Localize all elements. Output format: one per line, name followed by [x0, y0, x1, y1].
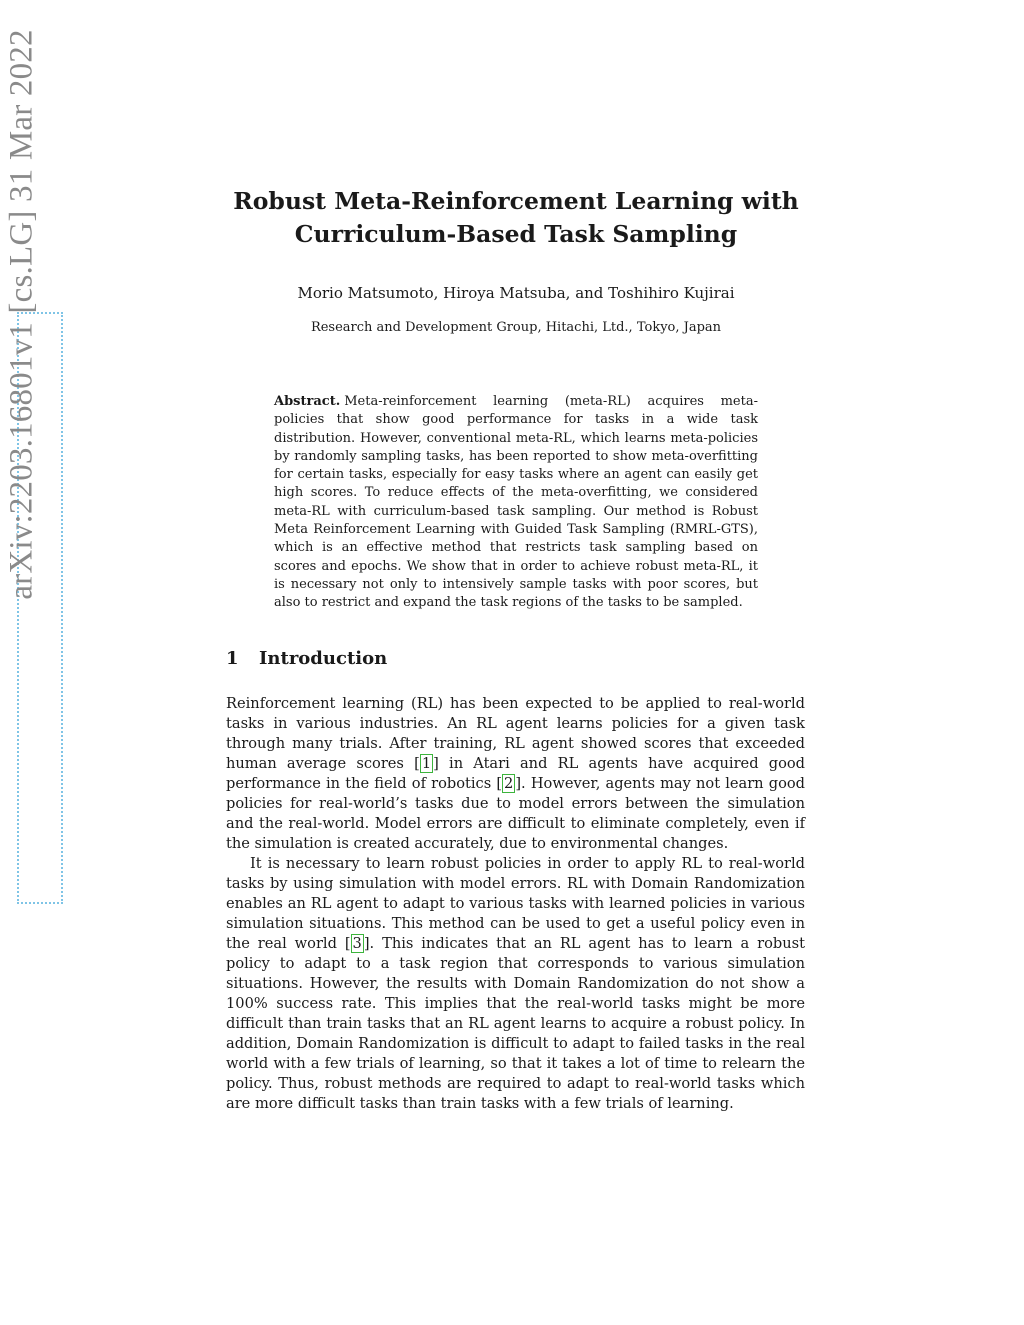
abstract-text: Meta-reinforcement learning (meta-RL) acquires meta-policies that show good performance for tasks in a wide task distribution. However, conventional meta-RL, which learns meta-policies by randomly sampling tasks, has been reported to show meta-overfitting for certain tasks, especially for easy tasks where an agent can easily get high scores. To reduce effects of the meta-overfitting, we considered meta-RL with curriculum-based task sampling. Our method is Robust Meta Reinforcement Learning with Guided Task Sampling (RMRL-GTS), which is an effective method that restricts task sampling based on scores and epochs. We show that in order to achieve robust meta-RL, it is necessary not only to intensively sample tasks with poor scores, but also to restrict and expand the task regions of the tasks to be sampled.	[274, 394, 758, 611]
authors: Morio Matsumoto, Hiroya Matsuba, and Toshihiro Kujirai	[297, 284, 735, 302]
citation-number: 3	[352, 935, 362, 952]
abstract-label: Abstract.	[274, 394, 341, 409]
citation-link-1[interactable]: [ 1 ]	[414, 755, 439, 772]
paragraph-1-text-c: . However, agents may not learn good policies for real-world’s tasks due to model errors between the simulation and the real-world. Model errors are difficult to eliminate completely, even if the simulation is created accurately, due to environmental changes.	[226, 775, 805, 852]
paragraph-2-text-b: . This indicates that an RL agent has to learn a robust policy to adapt to a task region that corresponds to various simulation situations. However, the results with Domain Randomization do not show a 100% success rate. This implies that the real-world tasks might be more difficult than train tasks that an RL agent learns to acquire a robust policy. In addition, Domain Randomization is difficult to adapt to failed tasks in the real world with a few trials of learning, so that it takes a lot of time to relearn the policy. Thus, robust methods are required to adapt to real-world tasks which are more difficult tasks than train tasks with a few trials of learning.	[226, 935, 805, 1112]
body-text	[226, 694, 805, 1114]
citation-link-3[interactable]: [ 3 ]	[344, 935, 370, 952]
section-number: 1	[226, 648, 239, 669]
abstract	[274, 393, 758, 613]
paragraph-2-text-a: It is necessary to learn robust policies in order to apply RL to real-world tasks by using simulation with model errors. RL with Domain Randomization enables an RL agent to adapt to various tasks with learned policies in various simulation situations. This method can be used to get a useful policy even in the real world	[226, 855, 805, 952]
affiliation: Research and Development Group, Hitachi, Ltd., Tokyo, Japan	[310, 320, 722, 335]
paragraph-1-text-b: in Atari and RL agents have acquired good performance in the field of robotics	[226, 755, 805, 792]
citation-link-2[interactable]: [ 2 ]	[496, 775, 522, 792]
citation-number: 1	[421, 755, 432, 772]
citation-number: 2	[504, 775, 514, 792]
section-heading	[226, 648, 387, 669]
title-line-1: Robust Meta-Reinforcement Learning with	[233, 187, 799, 215]
paragraph-1-text-a: Reinforcement learning (RL) has been expected to be applied to real-world tasks in various industries. An RL agent learns policies for a given task through many trials. After training, RL agent showed scores that exceeded human average scores	[226, 695, 805, 772]
arxiv-stamp: arXiv:2203.16801v1 [cs.LG] 31 Mar 2022	[3, 29, 40, 600]
paragraph-2	[226, 854, 805, 1114]
paragraph-1	[226, 694, 805, 854]
paper-title	[230, 185, 802, 251]
section-title: Introduction	[259, 648, 388, 669]
title-line-2: Curriculum-Based Task Sampling	[294, 220, 738, 248]
